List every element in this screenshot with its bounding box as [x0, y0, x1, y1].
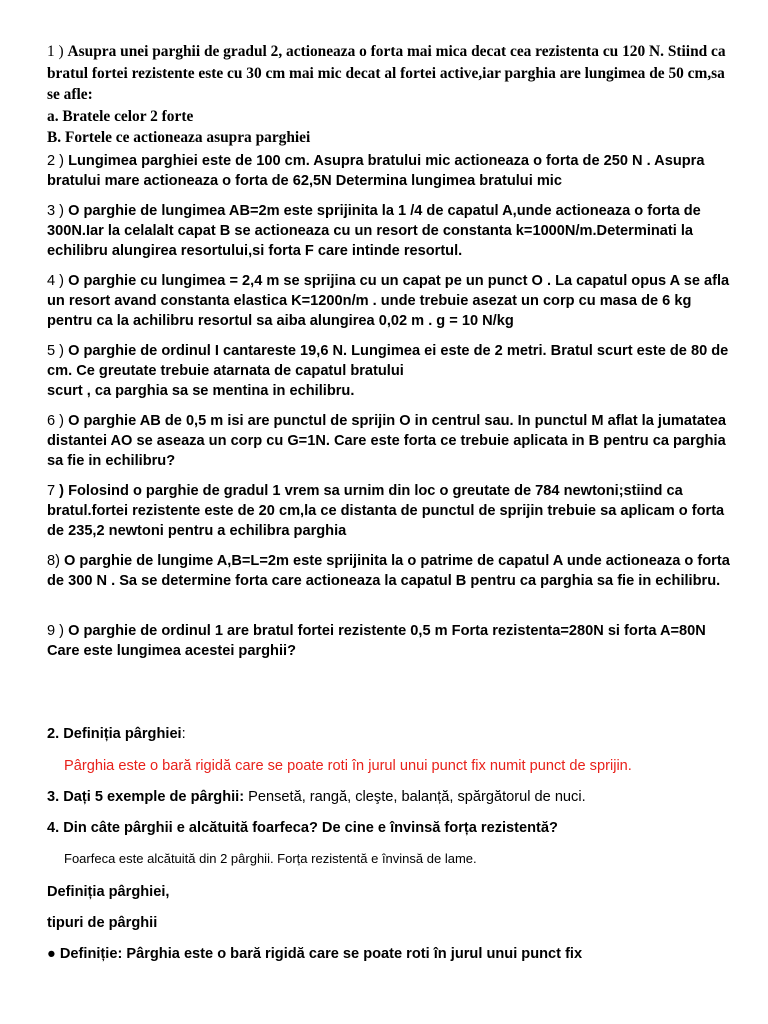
definition-bullet: ● Definiție: Pârghia este o bară rigidă care se poate roti în jurul unui punct fix: [47, 946, 583, 962]
problem-8: [47, 551, 737, 591]
problem-number: 1 ): [47, 43, 68, 60]
definition-heading: Definiția pârghiei,: [47, 884, 170, 900]
question-definition: [47, 724, 737, 744]
problem-text: O parghie AB de 0,5 m isi are punctul de sprijin O in centrul sau. In punctul M aflat la jumatatea distantei AO se aseaza un corp cu G=1N. Care este forta ce trebuie aplicata in B pentru ca parghia sa fie in echilibru?: [47, 413, 727, 469]
problem-3: [47, 201, 737, 261]
question-title: 2. Definiția pârghiei: [47, 726, 182, 742]
scissors-answer: Foarfeca este alcătuită din 2 pârghii. Forța rezistentă e învinsă de lame.: [64, 851, 477, 866]
problem-text: O parghie de ordinul 1 are bratul fortei rezistente 0,5 m Forta rezistenta=280N si forta A=80N: [68, 623, 706, 639]
problem-number: 8): [47, 553, 65, 569]
question-title: 4. Din câte pârghii e alcătuită foarfeca? De cine e învinsă forța rezistentă?: [47, 820, 558, 836]
problem-text: O parghie cu lungimea = 2,4 m se sprijina cu un capat pe un punct O . La capatul opus A se afla un resort avand constanta elastica K=1200n/m . unde trebuie asezat un corp cu masa de 6 kg pentru ca la achilibru resortul sa aiba alungirea 0,02 m . g = 10 N/kg: [47, 273, 730, 329]
problem-subitem-b: B. Fortele ce actioneaza asupra parghiei: [47, 129, 311, 146]
problem-text: Lungimea parghiei este de 100 cm. Asupra bratului mic actioneaza o forta de 250 N . Asupra bratului mare actioneaza o forta de 62,5N Determina lungimea bratului mic: [47, 153, 705, 189]
definition-answer: Pârghia este o bară rigidă care se poate roti în jurul unui punct fix numit punct de sprijin.: [64, 758, 632, 774]
problem-text: O parghie de lungime A,B=L=2m este sprijinita la o patrime de capatul A unde actioneaza o forta de 300 N . Sa se determine forta care actioneaza la capatul B pentru ca parghia sa fie in echilibru.: [47, 553, 730, 589]
problem-number: 6 ): [47, 413, 69, 429]
problem-2: [47, 151, 737, 191]
problem-text: Asupra unei parghii de gradul 2, actioneaza o forta mai mica decat cea rezistenta cu 120 N. Stiind ca bratul fortei rezistente este cu 30 cm mai mic decat al fortei active,iar parghia are lungimea de 50 cm,sa se afle:: [47, 43, 726, 103]
problem-subitem-a: a. Bratele celor 2 forte: [47, 107, 194, 125]
question-answer: Pensetă, rangă, cleşte, balanță, spărgătorul de nuci.: [244, 789, 586, 805]
problem-number: 5 ): [47, 343, 69, 359]
question-title: 3. Dați 5 exemple de pârghii:: [47, 789, 245, 805]
question-colon: :: [181, 726, 186, 742]
problem-text: O parghie de ordinul I cantareste 19,6 N. Lungimea ei este de 2 metri. Bratul scurt este de 80 de cm. Ce greutate trebuie atarnata de capatul bratului: [47, 343, 729, 379]
problem-9: [47, 621, 737, 661]
problem-number: 4 ): [47, 273, 69, 289]
problem-5: [47, 341, 737, 401]
problem-6: [47, 411, 737, 471]
problem-1: [47, 41, 737, 149]
problem-number: 9 ): [47, 623, 69, 639]
problem-number: 2 ): [47, 153, 69, 169]
problem-text: O parghie de lungimea AB=2m este sprijinita la 1 /4 de capatul A,unde actioneaza o forta de 300N.Iar la celalalt capat B se actioneaza cu un resort de constanta k=1000N/m.Determinati la echilibru alungirea resortului,si forta F care intinde resortul.: [47, 203, 701, 259]
problem-number: 3 ): [47, 203, 69, 219]
types-heading: tipuri de pârghii: [47, 915, 158, 931]
problem-text-continued: Care este lungimea acestei parghii?: [47, 643, 296, 659]
question-scissors: [47, 818, 737, 838]
question-examples: [47, 787, 737, 807]
problem-7: [47, 481, 737, 541]
problem-number: 7: [47, 483, 60, 499]
problem-text: ) Folosind o parghie de gradul 1 vrem sa urnim din loc o greutate de 784 newtoni;stiind ca bratul.fortei rezistente este de 20 cm,la ce distanta de punctul de sprijin trebuie sa aplicam o forta de 235,2 newtoni pentru a echilibra parghia: [47, 483, 725, 539]
problem-text-continued: scurt , ca parghia sa se mentina in echilibru.: [47, 383, 355, 399]
problem-4: [47, 271, 737, 331]
